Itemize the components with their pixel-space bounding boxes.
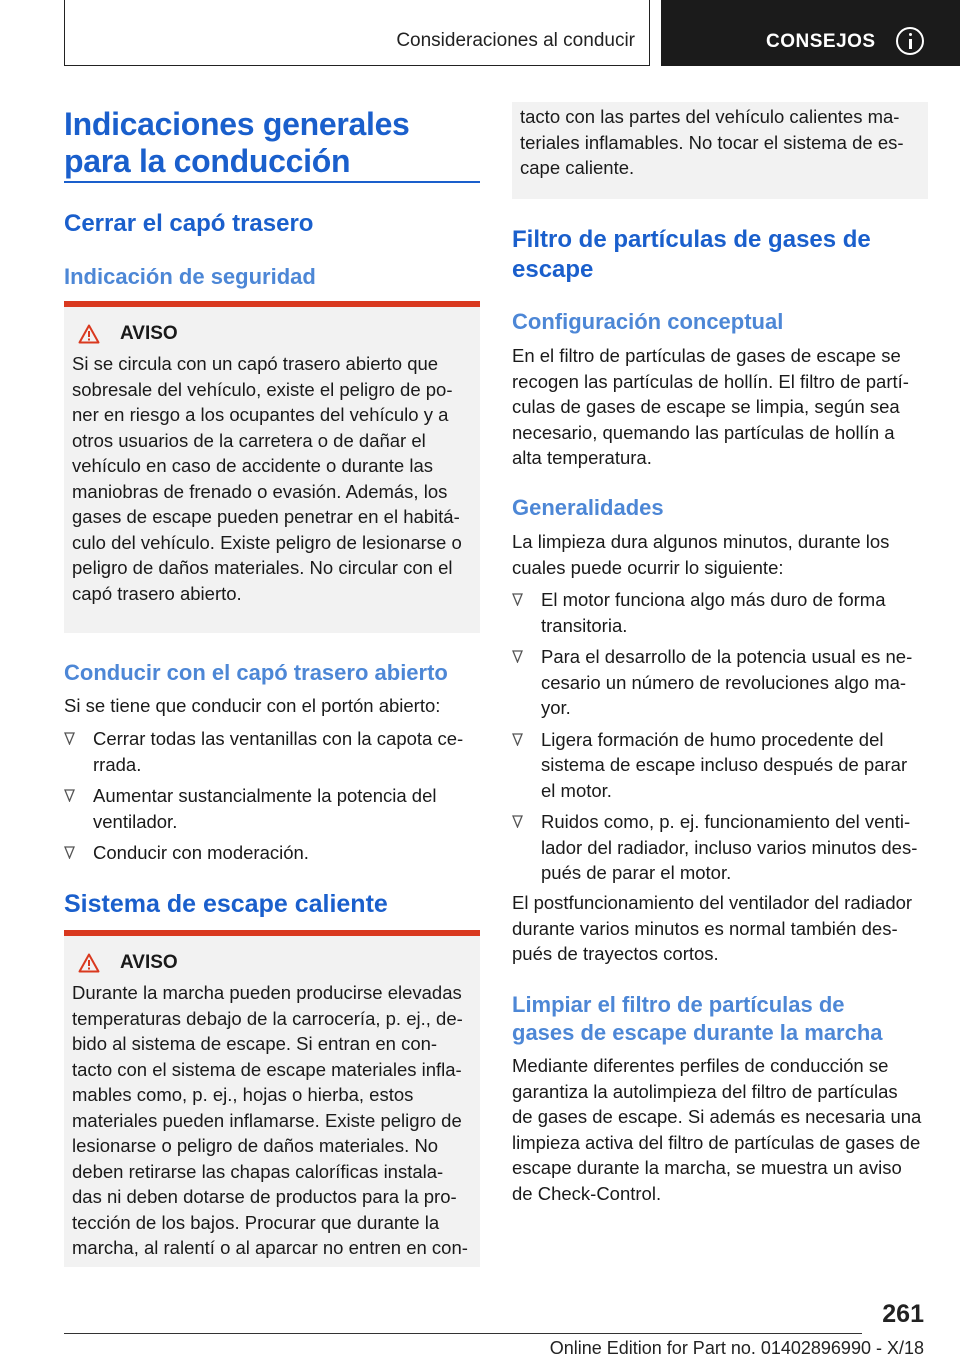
list-item: Para el desarrollo de la potencia usual es ne- cesario un número de revoluciones algo ma- yor. (512, 644, 928, 721)
heading-open-tailgate: Conducir con el capó trasero abierto (64, 660, 448, 685)
list-item: Cerrar todas las ventanillas con la capota ce- rrada. (64, 726, 480, 777)
triangle-bullet-icon (512, 650, 523, 663)
list-item: El motor funciona algo más duro de forma transitoria. (512, 587, 928, 638)
warning-triangle-icon (78, 324, 100, 344)
footer-rule (64, 1333, 862, 1334)
warning-text: tacto con las partes del vehículo calientes ma- teriales inflamables. No tocar el sistema de es- cape caliente. (520, 106, 904, 178)
warning-triangle-icon (78, 953, 100, 973)
heading-clean-filter: Limpiar el filtro de partículas de gases de escape durante la marcha (512, 992, 883, 1045)
heading-particle-filter: Filtro de partículas de gases de escape (512, 226, 871, 283)
warning-box-tailgate (64, 301, 480, 633)
header-section-tab (661, 0, 960, 66)
list-item: Ligera formación de humo procedente del sistema de escape incluso después de parar el motor. (512, 727, 928, 804)
edition-text: Online Edition for Part no. 01402896990 - X/18 (549, 1338, 924, 1358)
cleaning-effects-list (512, 587, 928, 886)
title-rule (64, 181, 480, 183)
open-tailgate-list (64, 726, 480, 866)
chapter-title: Consideraciones al conducir (396, 30, 635, 51)
warning-text: Durante la marcha pueden producirse elevadas temperaturas debajo de la carrocería, p. ej., de- bido al sistema de escape. Si entran en con- tacto con el sistema de escape materiales infla- mables como, p. ej., hojas o hierba, estos materiales pueden inflamarse. Existe peligro de lesionarse o peligro de daños materiales. No deben retirarse las chapas caloríficas instala- das ni deben dotarse de productos para la pro- tección de los bajos. Procurar que durante la marcha, al ralentí o al aparcar no entren en con- (72, 982, 468, 1258)
heading-hot-exhaust: Sistema de escape caliente (64, 890, 388, 918)
warning-header (72, 321, 472, 347)
heading-tailgate: Cerrar el capó trasero (64, 210, 314, 237)
heading-concept: Configuración conceptual (512, 309, 784, 334)
warning-box-exhaust-continued (512, 102, 928, 199)
triangle-bullet-icon (512, 733, 523, 746)
page-title: Indicaciones generales para la conducción (64, 106, 410, 179)
after-run-text: El postfuncionamiento del ventilador del radiador durante varios minutos es normal también des- pués de trayectos cortos. (512, 892, 913, 964)
triangle-bullet-icon (64, 732, 75, 745)
open-intro: Si se tiene que conducir con el portón abierto: (64, 695, 441, 716)
triangle-bullet-icon (512, 593, 523, 606)
triangle-bullet-icon (512, 815, 523, 828)
heading-safety: Indicación de seguridad (64, 264, 316, 289)
warning-label: AVISO (120, 323, 178, 344)
header-chapter-tab (64, 0, 650, 66)
page-number: 261 (882, 1300, 924, 1328)
section-title: CONSEJOS (766, 31, 876, 52)
heading-general: Generalidades (512, 495, 664, 520)
info-icon (896, 27, 924, 55)
triangle-bullet-icon (64, 789, 75, 802)
warning-label: AVISO (120, 952, 178, 973)
warning-box-exhaust (64, 930, 480, 1267)
list-item: Conducir con moderación. (64, 840, 480, 866)
list-item: Ruidos como, p. ej. funcionamiento del venti- lador del radiador, incluso varios minutos des- pués de parar el motor. (512, 809, 928, 886)
triangle-bullet-icon (64, 846, 75, 859)
warning-text: Si se circula con un capó trasero abierto que sobresale del vehículo, existe el peligro de po- ner en riesgo a los ocupantes del vehículo y a otros usuarios de la carretera o de dañar el vehículo en caso de accidente o durante las maniobras de frenado o evasión. Además, los gases de escape pueden penetrar en el habitá- culo del vehículo. Existe peligro de lesionarse o peligro de daños materiales. No circular con el capó trasero abierto. (72, 353, 462, 604)
list-item: Aumentar sustancialmente la potencia del ventilador. (64, 783, 480, 834)
general-text: La limpieza dura algunos minutos, durante los cuales puede ocurrir lo siguiente: (512, 531, 890, 578)
clean-filter-text: Mediante diferentes perfiles de conducción se garantiza la autolimpieza del filtro de partículas de gases de escape. Si además es necesaria una limpieza activa del filtro de partículas de gases de escape durante la marcha, se muestra un aviso de Check-Control. (512, 1055, 922, 1204)
warning-header (72, 950, 472, 976)
concept-text: En el filtro de partículas de gases de escape se recogen las partículas de hollín. El filtro de partí- culas de gases de escape se limpia, según sea necesario, quemando las partículas de hollín a alta temperatura. (512, 345, 909, 468)
